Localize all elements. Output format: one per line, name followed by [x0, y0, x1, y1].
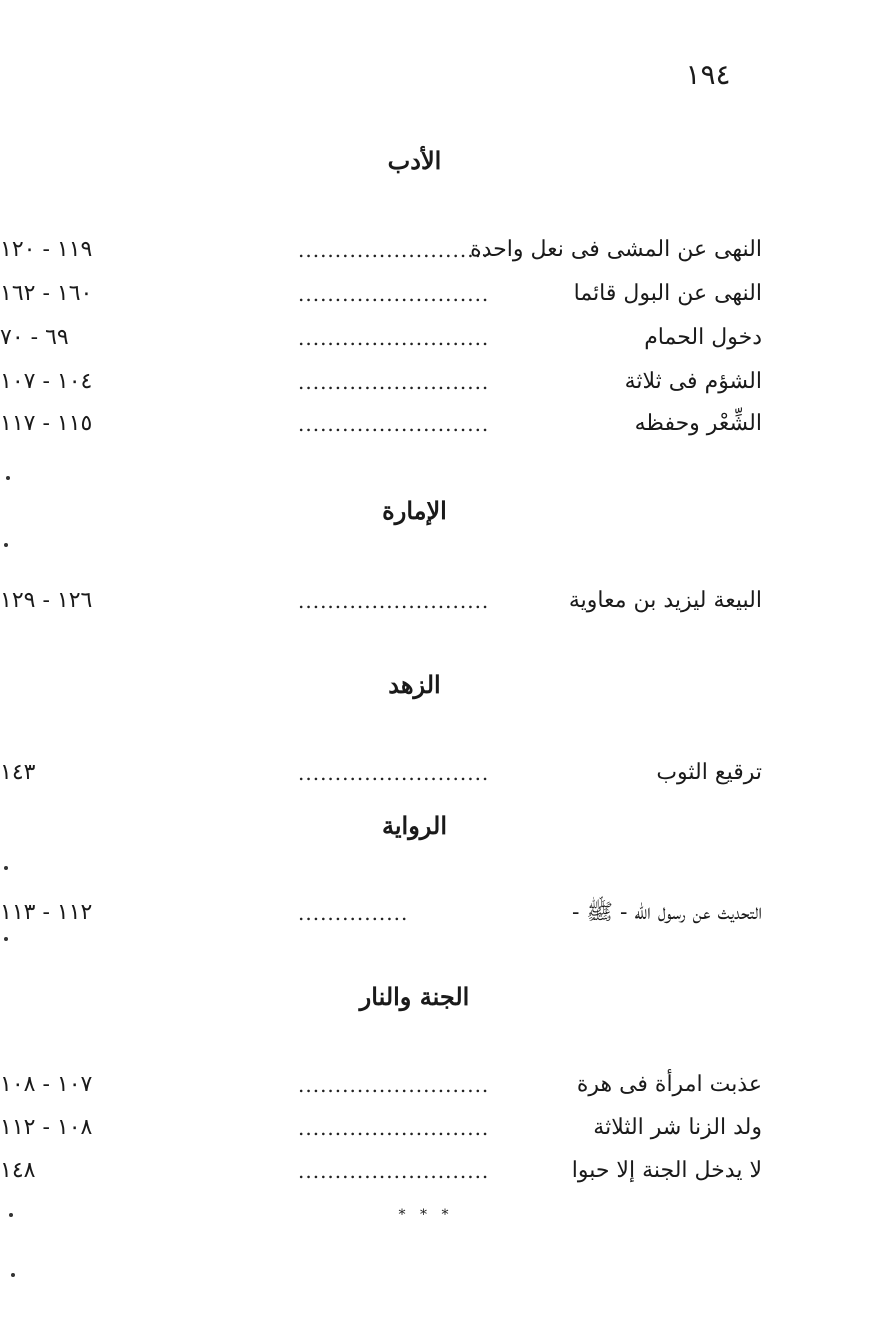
entry-title: الشِّعْر وحفظه [634, 411, 762, 436]
entry-title: النهى عن البول قائما [573, 281, 762, 306]
toc-entry [0, 583, 879, 619]
leader-dots: .......................... [298, 326, 490, 350]
leader-dots: .......................... [298, 589, 490, 613]
scan-speck [11, 1273, 15, 1277]
leader-dots: .......................... [298, 761, 490, 785]
scan-speck [6, 476, 10, 480]
entry-title: عذبت امرأة فى هرة [576, 1072, 762, 1097]
entry-pages: ١٠٧ - ١٠٨ [0, 1072, 93, 1097]
entry-pages: ١٠٤ - ١٠٧ [0, 369, 93, 394]
scan-speck [4, 937, 8, 941]
section-heading-zuhd: الزهد [388, 670, 441, 699]
entry-pages: ٦٩ - ٧٠ [0, 325, 69, 350]
leader-dots: .......................... [298, 412, 490, 436]
toc-entry [0, 232, 879, 268]
leader-dots: .......................... [298, 1159, 490, 1183]
toc-entry [0, 406, 879, 442]
entry-title: البيعة ليزيد بن معاوية [568, 588, 762, 613]
scan-speck [4, 866, 8, 870]
toc-entry [0, 276, 879, 312]
entry-pages: ١١٥ - ١١٧ [0, 411, 93, 436]
section-heading-imara: الإمارة [382, 496, 447, 525]
entry-title: ترقيع الثوب [656, 760, 762, 785]
leader-dots: .......................... [298, 1116, 490, 1140]
entry-pages: ١٤٨ [0, 1158, 36, 1183]
entry-title: النهى عن المشى فى نعل واحدة [470, 237, 762, 262]
entry-pages: ١١٢ - ١١٣ [0, 900, 93, 925]
section-heading-janna-nar: الجنة والنار [359, 982, 470, 1011]
toc-entry [0, 755, 879, 791]
leader-dots: ............... [298, 901, 409, 925]
leader-dots: .......................... [298, 1073, 490, 1097]
leader-dots: .......................... [298, 238, 490, 262]
toc-entry [0, 1110, 879, 1146]
toc-entry [0, 320, 879, 356]
page-number: ١٩٤ [685, 58, 731, 91]
toc-entry [0, 1153, 879, 1189]
entry-pages: ١٢٦ - ١٢٩ [0, 588, 93, 613]
entry-title: دخول الحمام [644, 325, 762, 350]
entry-pages: ١١٩ - ١٢٠ [0, 237, 93, 262]
leader-dots: .......................... [298, 282, 490, 306]
section-heading-riwaya: الرواية [381, 811, 448, 840]
toc-entry [0, 364, 879, 400]
entry-pages: ١٠٨ - ١١٢ [0, 1115, 93, 1140]
entry-title: لا يدخل الجنة إلا حبوا [571, 1158, 762, 1183]
entry-pages: ١٦٠ - ١٦٢ [0, 281, 93, 306]
entry-title: الشؤم فى ثلاثة [624, 369, 762, 394]
entry-title: التحديث عن رسول الله - ﷺ - [571, 900, 762, 925]
end-marker: * * * [398, 1207, 454, 1223]
leader-dots: .......................... [298, 370, 490, 394]
entry-title: ولد الزنا شر الثلاثة [593, 1115, 762, 1140]
scan-speck [9, 1213, 13, 1217]
scan-speck [4, 543, 8, 547]
toc-entry [0, 1067, 879, 1103]
entry-pages: ١٤٣ [0, 760, 36, 785]
section-heading-adab: الأدب [387, 146, 442, 175]
toc-entry [0, 895, 879, 931]
